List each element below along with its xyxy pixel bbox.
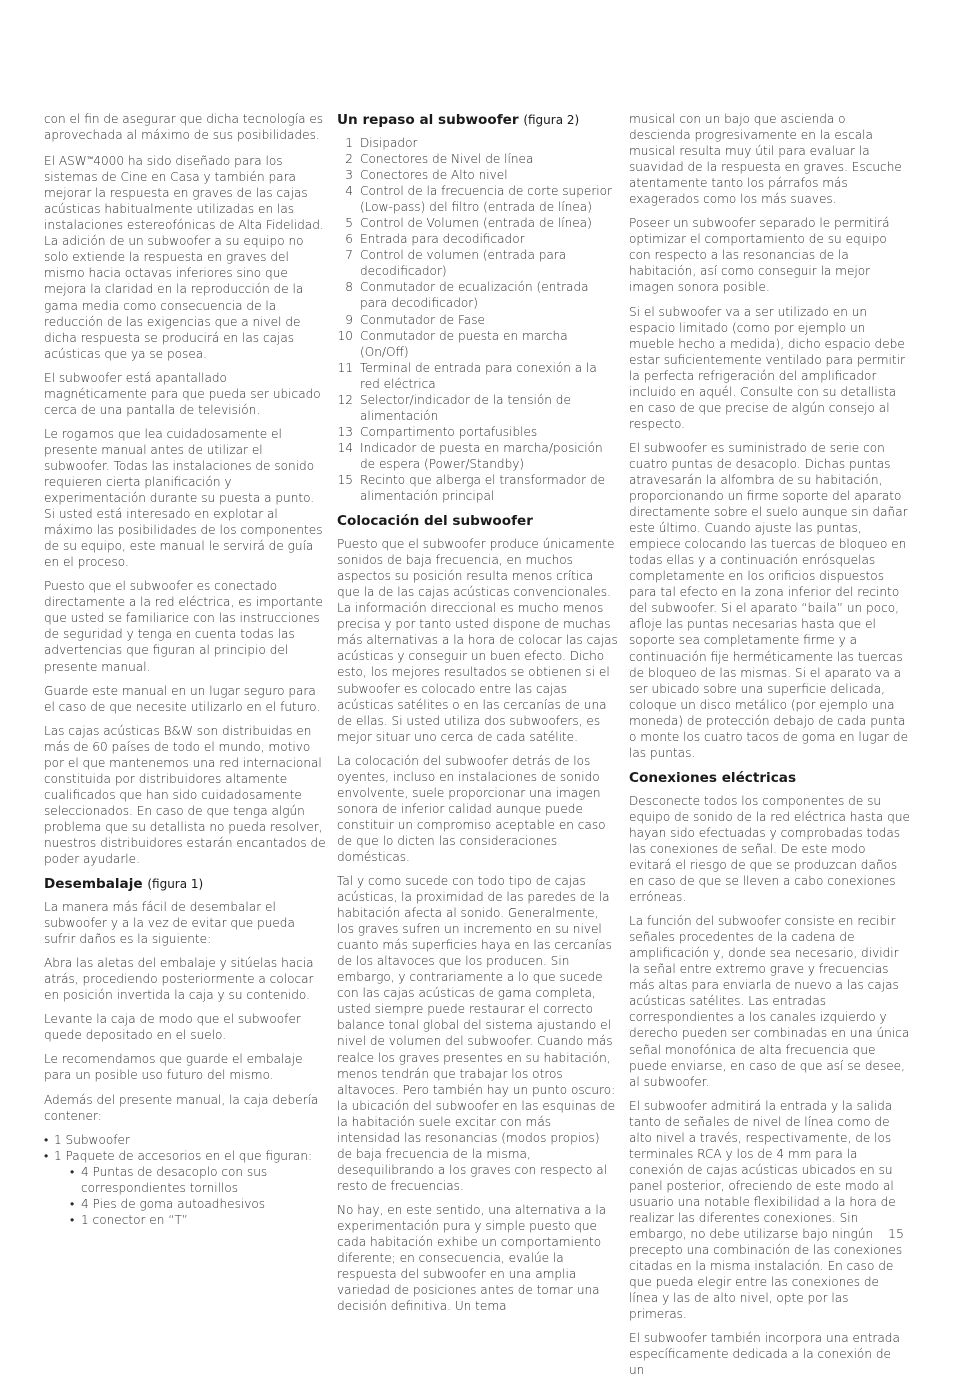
list-item (57, 1196, 326, 1212)
item-number: 3 (345, 168, 353, 183)
heading-conexiones: Conexiones eléctricas (629, 769, 797, 786)
parts-list-item (337, 360, 618, 392)
item-text: Terminal de entrada para conexión a la red eléctrica (360, 360, 597, 391)
parts-list-item (337, 247, 618, 279)
item-number: 6 (345, 232, 353, 247)
list-item (44, 1132, 326, 1148)
parts-list (337, 135, 618, 504)
item-number: 15 (337, 472, 353, 487)
contents-list (44, 1132, 326, 1164)
item-text: Entrada para decodificador (360, 232, 525, 247)
paragraph: No hay, en este sentido, una alternativa a la experimentación pura y simple puesto que cada habitación exhibe un comportamiento diferente; en consecuencia, evalúe la respuesta del subwoofer en una amplia variedad de posiciones antes de tomar una decisión definitiva. Un tema (337, 1202, 607, 1314)
parts-list-item (337, 392, 618, 424)
paragraph: La función del subwoofer consiste en recibir señales procedentes de la cadena de amplificación y, donde sea necesario, dividir la señal entre extremo grave y frecuencias más altas para enviarla de nuevo a las cajas acústicas satélites. Las entradas correspondientes a los canales izquierdo y derecho pueden ser combinadas en una única señal monofónica de alta frecuencia que puede enviarse, en caso de que así se desee, al subwoofer. (629, 914, 910, 1089)
item-text: Recinto que alberga el transformador de alimentación principal (360, 472, 606, 504)
parts-list-item (337, 472, 618, 504)
parts-list-item (337, 151, 618, 167)
bullet: • (70, 1212, 75, 1227)
parts-list-item (337, 167, 618, 183)
heading-desembalaje (44, 875, 326, 893)
item-number: 10 (337, 328, 353, 343)
bullet: • (44, 1148, 49, 1163)
parts-list-item (337, 183, 618, 215)
parts-list-item (337, 440, 618, 472)
parts-list-item (337, 215, 618, 231)
paragraph: El subwoofer es suministrado de serie con cuatro puntas de desacoplo. Dichas puntas atravesarán la alfombra de su habitación, proporcionando un firme soporte del aparato directamente sobre el suelo aunque sin dañar este último. Cuando ajuste las puntas, empiece colocando las tuercas de bloqueo en todas ellas y a continuación enrósquelas completamente en los orificios dispuestos para tal efecto en la zona inferior del recinto del subwoofer. Si el aparato “baila” un poco, afloje las puntas necesarias hasta que el soporte sea completamente firme y a continuación fije herméticamente las tuercas de bloqueo de las mismas. Si el aparato va a ser ubicado sobre una superficie delicada, coloque un disco metálico (por ejemplo una moneda) de protección debajo de cada punta o monte los cuatro tacos de goma en lugar de las puntas. (629, 440, 909, 760)
item-number: 14 (337, 440, 353, 455)
accessories-list (44, 1164, 326, 1228)
paragraph: Puesto que el subwoofer es conectado directamente a la red eléctrica, es importante que usted se familiarice con las instrucciones de seguridad y tenga en cuenta todas las advertencias que figuran al principio del presente manual. (44, 579, 323, 674)
item-text: Control de la frecuencia de corte superior (Low-pass) del filtro (entrada de línea) (360, 184, 613, 215)
item-text: Selector/indicador de la tensión de alimentación (360, 392, 571, 423)
item-text: Control de Volumen (entrada de línea) (360, 216, 592, 231)
figure-ref: (figura 1) (147, 877, 204, 892)
paragraph: musical con un bajo que ascienda o descienda progresivamente en la escala musical resulta muy útil para evaluar la suavidad de la respuesta en graves. Escuche atentamente tanto los párrafos más exagerados como los más suaves. (629, 112, 902, 207)
item-number: 8 (345, 280, 353, 295)
item-number: 12 (337, 392, 353, 407)
item-text: Conmutador de Fase (360, 312, 485, 327)
parts-list-item (337, 328, 618, 360)
paragraph: Poseer un subwoofer separado le permitirá optimizar el comportamiento de su equipo con respecto a las resonancias de la habitación, así como conseguir la mejor imagen sonora posible. (629, 216, 890, 295)
item-number: 5 (345, 216, 353, 231)
parts-list-item (337, 424, 618, 440)
item-number: 7 (345, 248, 353, 263)
column-right (629, 111, 910, 1386)
bullet: • (70, 1164, 75, 1179)
paragraph: Abra las aletas del embalaje y sitúelas hacia atrás, procediendo posteriormente a colocar en posición invertida la caja y su contenido. (44, 956, 314, 1003)
paragraph: Le recomendamos que guarde el embalaje para un posible uso futuro del mismo. (44, 1052, 303, 1083)
item-number: 11 (337, 360, 353, 375)
item-text: Disipador (360, 136, 418, 150)
page-number: 15 (888, 1226, 904, 1241)
paragraph: Levante la caja de modo que el subwoofer quede depositado en el suelo. (44, 1012, 301, 1043)
paragraph: Guarde este manual en un lugar seguro para el caso de que necesite utilizarlo en el futuro. (44, 683, 321, 714)
column-middle (337, 111, 618, 1322)
item-number: 4 (345, 184, 353, 199)
list-item-text: 4 Pies de goma autoadhesivos (81, 1196, 266, 1211)
figure-ref: (figura 2) (523, 113, 580, 127)
item-number: 1 (345, 136, 353, 150)
item-text: Conmutador de ecualización (entrada para decodificador) (360, 280, 589, 311)
parts-list-item (337, 312, 618, 328)
parts-list-item (337, 231, 618, 247)
paragraph: Tal y como sucede con todo tipo de cajas acústicas, la proximidad de las paredes de la habitación afecta al sonido. Generalmente, los graves sufren un incremento en su nivel cuanto más superficies haya en las cercanías de los altavoces que los producen. Sin embargo, y contrariamente a lo que sucede con las cajas acústicas de gama completa, usted siempre puede restaurar el correcto balance tonal global del sistema ajustando el nivel de volumen del subwoofer. Cuando más realce los graves presentes en su habitación, menos tendrán que trabajar los otros altavoces. Pero también hay un punto oscuro: la ubicación del subwoofer en las esquinas de la habitación suele excitar con más intensidad las resonancias (modos propios) de baja frecuencia de la misma, desequilibrando a los graves con respecto al resto de frecuencias. (337, 874, 616, 1193)
paragraph: Puesto que el subwoofer produce únicamente sonidos de baja frecuencia, en muchos aspectos su posición resulta menos crítica que la de las cajas acústicas convencionales. La información direccional es mucho menos precisa y por tanto usted dispone de muchas más alternativas a la hora de colocar las cajas acústicas y conseguir un buen efecto. Dicho esto, los mejores resultados se obtienen si el subwoofer es colocado entre las cajas acústicas satélites o en las cercanías de una de ellas. Si usted utiliza dos subwoofers, es mejor situar uno cerca de cada satélite. (337, 537, 618, 744)
parts-list-item (337, 135, 618, 151)
list-item (57, 1164, 326, 1196)
item-text: Compartimento portafusibles (360, 424, 538, 439)
heading-repaso (337, 111, 618, 129)
trademark: ™ (86, 155, 94, 164)
paragraph: El subwoofer admitirá la entrada y la salida tanto de señales de nivel de línea como de alto nivel a través, respectivamente, de los terminales RCA y los de 4 mm para la conexión de cajas acústicas ubicados en su panel posterior, ofreciendo de este modo al usuario una notable flexibilidad a la hora de realizar las diferentes conexiones. Sin embargo, no debe utilizarse bajo ningún precepto una combinación de las conexiones citadas en la misma instalación. En caso de que pueda elegir entre las conexiones de línea y las de alto nivel, opte por las primeras. (629, 1098, 903, 1322)
paragraph: Desconecte todos los componentes de su equipo de sonido de la red eléctrica hasta que hayan sido efectuadas y comprobadas todas las conexiones de señal. De este modo evitará el riesgo de que se produzcan daños en caso de que se lleven a cabo conexiones erróneas. (629, 793, 910, 905)
list-item-text: 4 Puntas de desacoplo con sus correspondientes tornillos (81, 1164, 268, 1195)
bullet: • (70, 1196, 75, 1211)
bullet: • (44, 1132, 49, 1147)
paragraph: Las cajas acústicas B&W son distribuidas en más de 60 países de todo el mundo, motivo por el que mantenemos una red internacional constituida por distribuidores altamente cualificados que han sido cuidadosamente seleccionados. En caso de que tenga algún problema que su detallista no pueda resolver, nuestros distribuidores estarán encantados de poder ayudarle. (44, 723, 326, 867)
text-span: 4000 ha sido diseñado para los sistemas de Cine en Casa y también para mejorar la respuesta en graves de las cajas acústicas habitualmente utilizadas en las instalaciones estereofónicas de Alta Fidelidad. La adición de un subwoofer a su equipo no solo extiende la respuesta en graves del mismo hacia octavas inferiores sino que mejora la claridad en la reproducción de la gama media como consecuencia de la reducción de las exigencias que a nivel de dicha respuesta se producirá en las cajas acústicas que ya se posea. (44, 154, 324, 361)
heading-text: Un repaso al subwoofer (337, 112, 519, 128)
list-item (44, 1148, 326, 1164)
item-text: Conectores de Alto nivel (360, 168, 508, 183)
paragraph: La colocación del subwoofer detrás de los oyentes, incluso en instalaciones de sonido envolvente, suele proporcionar una imagen sonora de inferior calidad aunque puede constituir un compromiso aceptable en caso de que lo dicten las consideraciones domésticas. (337, 753, 606, 864)
paragraph: El subwoofer también incorpora una entrada específicamente dedicada a la conexión de un (629, 1331, 900, 1378)
column-left (44, 111, 326, 1228)
paragraph: Si el subwoofer va a ser utilizado en un espacio limitado (como por ejemplo un mueble hecho a medida), dicho espacio debe estar suficientemente ventilado para permitir la perfecta refrigeración del amplificador incluido en aquél. Consulte con su detallista en caso de que precise de algún consejo al respecto. (629, 304, 905, 431)
paragraph: La manera más fácil de desembalar el subwoofer y a la vez de evitar que pueda sufrir daños es la siguiente: (44, 900, 295, 947)
list-item-text: 1 conector en “T” (81, 1212, 188, 1227)
paragraph: El subwoofer está apantallado magnéticamente para que pueda ser ubicado cerca de una pantalla de televisión. (44, 370, 321, 417)
paragraph (44, 151, 326, 362)
paragraph: Además del presente manual, la caja debería contener: (44, 1092, 319, 1123)
list-item-text: 1 Subwoofer (54, 1132, 130, 1147)
list-item-text: 1 Paquete de accesorios en el que figuran: (54, 1148, 313, 1163)
item-number: 9 (345, 312, 353, 327)
list-item (57, 1212, 326, 1228)
text-span: El ASW (44, 154, 87, 169)
paragraph: Le rogamos que lea cuidadosamente el presente manual antes de utilizar el subwoofer. Todas las instalaciones de sonido requieren cierta planificación y experimentación durante su puesta a punto. Si usted está interesado en explotar al máximo las posibilidades de los componentes de su equipo, este manual le servirá de guía en el proceso. (44, 426, 323, 570)
item-number: 2 (345, 152, 353, 167)
item-text: Conectores de Nivel de línea (360, 152, 534, 167)
parts-list-item (337, 279, 618, 311)
heading-text: Desembalaje (44, 876, 143, 893)
item-text: Control de volumen (entrada para decodificador) (360, 248, 567, 279)
item-text: Indicador de puesta en marcha/posición de espera (Power/Standby) (360, 440, 603, 471)
paragraph: con el fin de asegurar que dicha tecnología es aprovechada al máximo de sus posibilidades. (44, 112, 324, 143)
heading-colocacion: Colocación del subwoofer (337, 513, 533, 530)
item-number: 13 (337, 424, 353, 439)
item-text: Conmutador de puesta en marcha (On/Off) (360, 328, 568, 359)
